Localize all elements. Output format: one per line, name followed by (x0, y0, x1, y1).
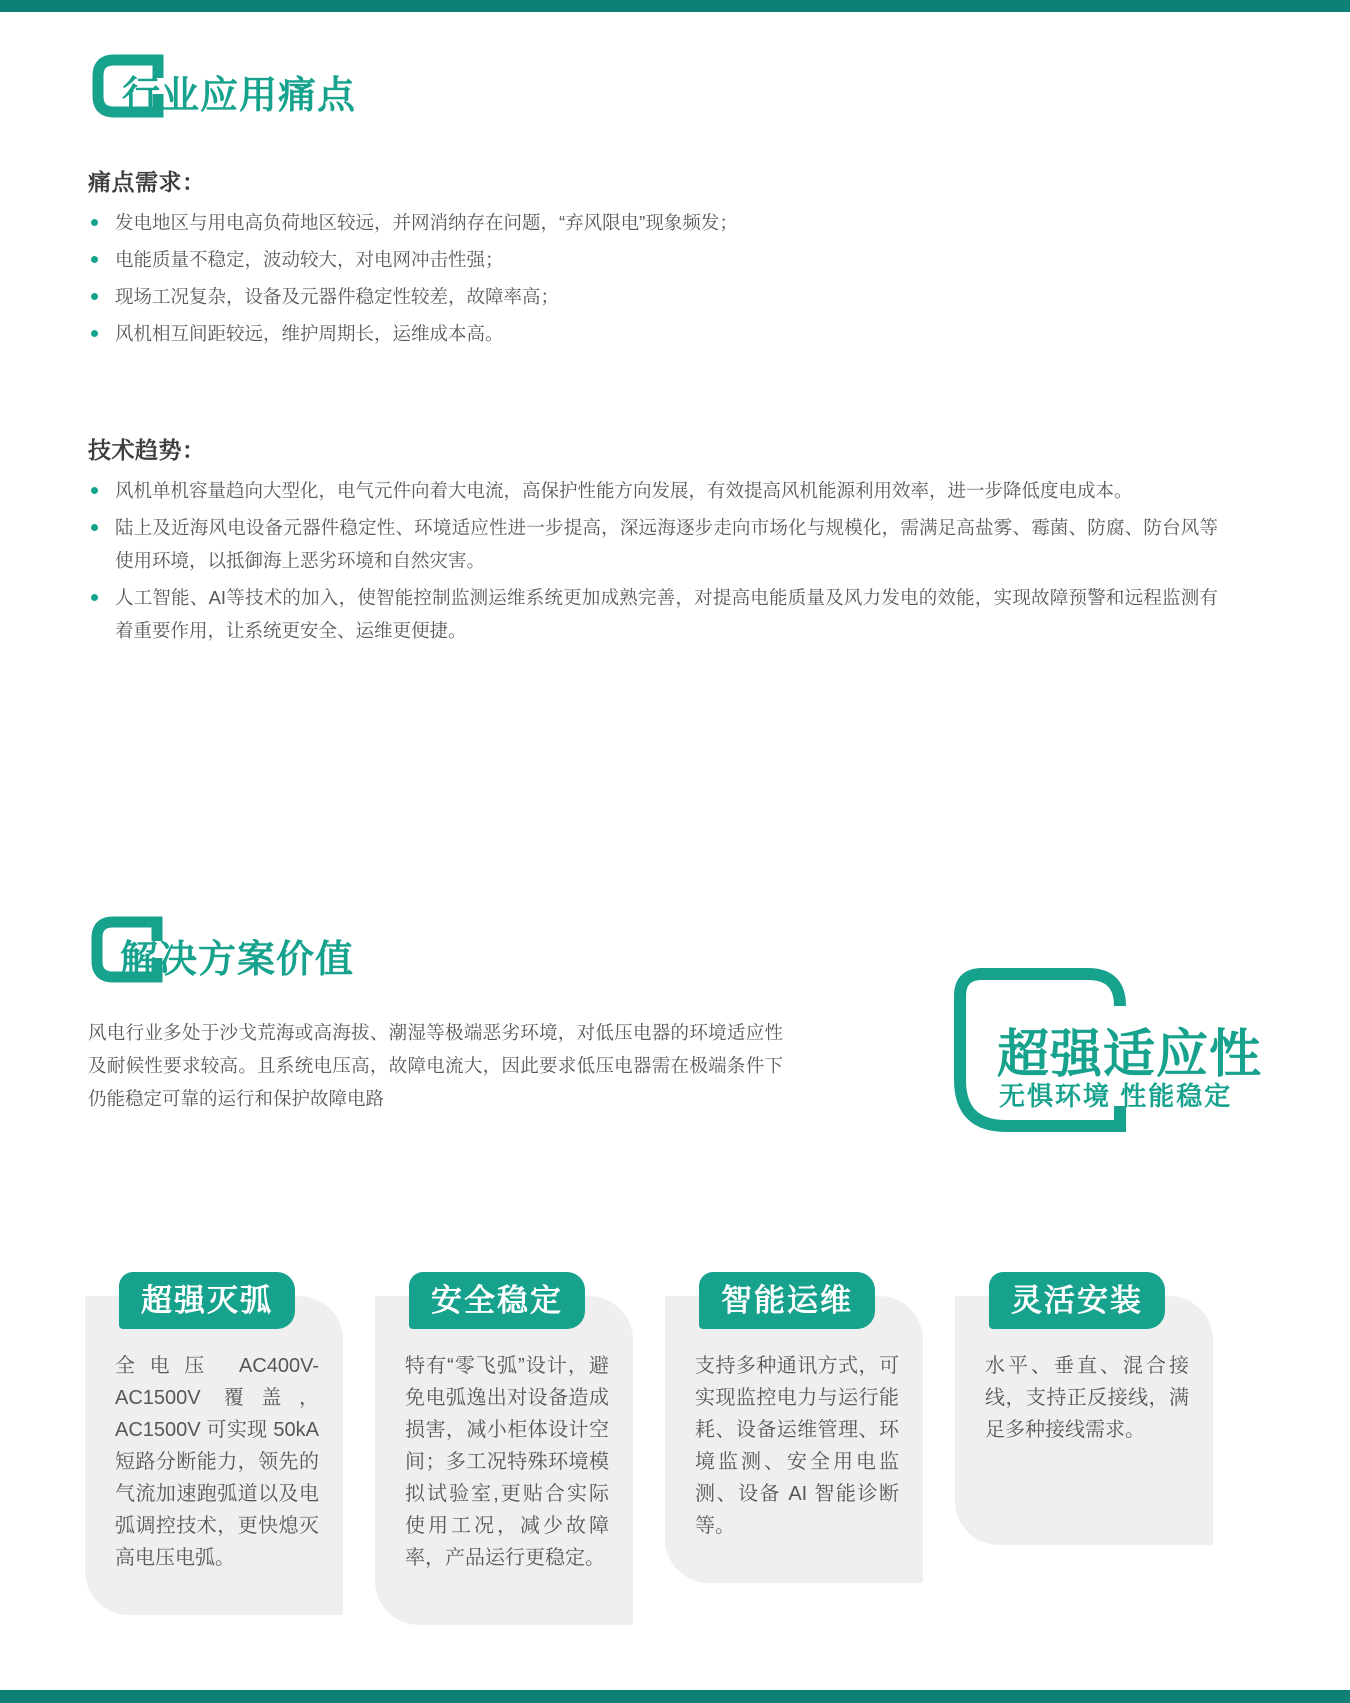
bullet-dot-icon (91, 524, 98, 531)
feature-card (665, 1272, 923, 1583)
bullet-item (88, 280, 1138, 313)
card-description: 特有“零飞弧”设计，避免电弧逸出对设备造成损害，减小柜体设计空间；多工况特殊环境模拟试验室,更贴合实际使用工况，减少故障率，产品运行更稳定。 (405, 1355, 609, 1569)
card-title: 灵活安装 (1011, 1283, 1143, 1318)
feature-card (955, 1272, 1213, 1545)
bullet-dot-icon (91, 219, 98, 226)
tech-trends-list (88, 474, 1218, 651)
bullet-dot-icon (91, 594, 98, 601)
bullet-dot-icon (91, 256, 98, 263)
top-accent-bar (0, 0, 1350, 12)
bullet-dot-icon (91, 330, 98, 337)
feature-card (85, 1272, 343, 1615)
card-title-badge (989, 1272, 1165, 1329)
bullet-dot-icon (91, 487, 98, 494)
adaptability-subtitle: 无惧环境 性能稳定 (999, 1081, 1233, 1111)
bullet-text: 现场工况复杂，设备及元器件稳定性较差，故障率高； (115, 286, 560, 307)
solution-paragraph: 风电行业多处于沙戈荒海或高海拔、潮湿等极端恶劣环境，对低压电器的环境适应性及耐候性要求较高。且系统电压高，故障电流大，因此要求低压电器需在极端条件下仍能稳定可靠的运行和保护故障电路 (88, 1022, 783, 1109)
card-description: 支持多种通讯方式，可实现监控电力与运行能耗、设备运维管理、环境监测、安全用电监测、设备 AI 智能诊断等。 (695, 1355, 899, 1537)
bullet-dot-icon (91, 293, 98, 300)
bullet-item (88, 581, 1218, 647)
card-title-badge (409, 1272, 585, 1329)
tech-trends-heading: 技术趋势： (88, 437, 206, 463)
bullet-text: 发电地区与用电高负荷地区较远，并网消纳存在问题，“弃风限电”现象频发； (115, 212, 738, 233)
bullet-item (88, 317, 1138, 350)
bullet-text: 人工智能、AI等技术的加入，使智能控制监测运维系统更加成熟完善，对提高电能质量及风力发电的效能，实现故障预警和远程监测有着重要作用，让系统更安全、运维更便捷。 (115, 587, 1218, 641)
section-title-solution: 解决方案价值 (120, 939, 355, 981)
section-title-pain-points: 行业应用痛点 (122, 75, 357, 117)
card-description: 水平、垂直、混合接线，支持正反接线，满足多种接线需求。 (985, 1355, 1189, 1441)
pain-needs-list (88, 206, 1138, 354)
adaptability-title: 超强适应性 (997, 1026, 1263, 1084)
feature-cards-row (85, 1272, 1265, 1625)
bullet-text: 风机相互间距较远，维护周期长，运维成本高。 (115, 323, 504, 344)
bullet-item (88, 206, 1138, 239)
pain-needs-heading: 痛点需求： (88, 169, 206, 195)
card-title-badge (699, 1272, 875, 1329)
bottom-accent-bar (0, 1690, 1350, 1703)
bullet-text: 风机单机容量趋向大型化，电气元件向着大电流，高保护性能方向发展，有效提高风机能源利用效率，进一步降低度电成本。 (115, 480, 1133, 501)
bullet-item (88, 474, 1218, 507)
card-title: 安全稳定 (431, 1283, 563, 1318)
card-title: 超强灭弧 (141, 1283, 273, 1318)
feature-card (375, 1272, 633, 1625)
bullet-item (88, 511, 1218, 577)
card-title: 智能运维 (721, 1283, 853, 1318)
bullet-text: 陆上及近海风电设备元器件稳定性、环境适应性进一步提高，深远海逐步走向市场化与规模化，需满足高盐雾、霉菌、防腐、防台风等使用环境，以抵御海上恶劣环境和自然灾害。 (115, 517, 1218, 571)
card-title-badge (119, 1272, 295, 1329)
card-description: 全电压 AC400V-AC1500V 覆盖，AC1500V 可实现 50kA 短路分断能力，领先的气流加速跑弧道以及电弧调控技术，更快熄灭高电压电弧。 (115, 1355, 319, 1569)
bullet-item (88, 243, 1138, 276)
bullet-text: 电能质量不稳定，波动较大，对电网冲击性强； (115, 249, 504, 270)
